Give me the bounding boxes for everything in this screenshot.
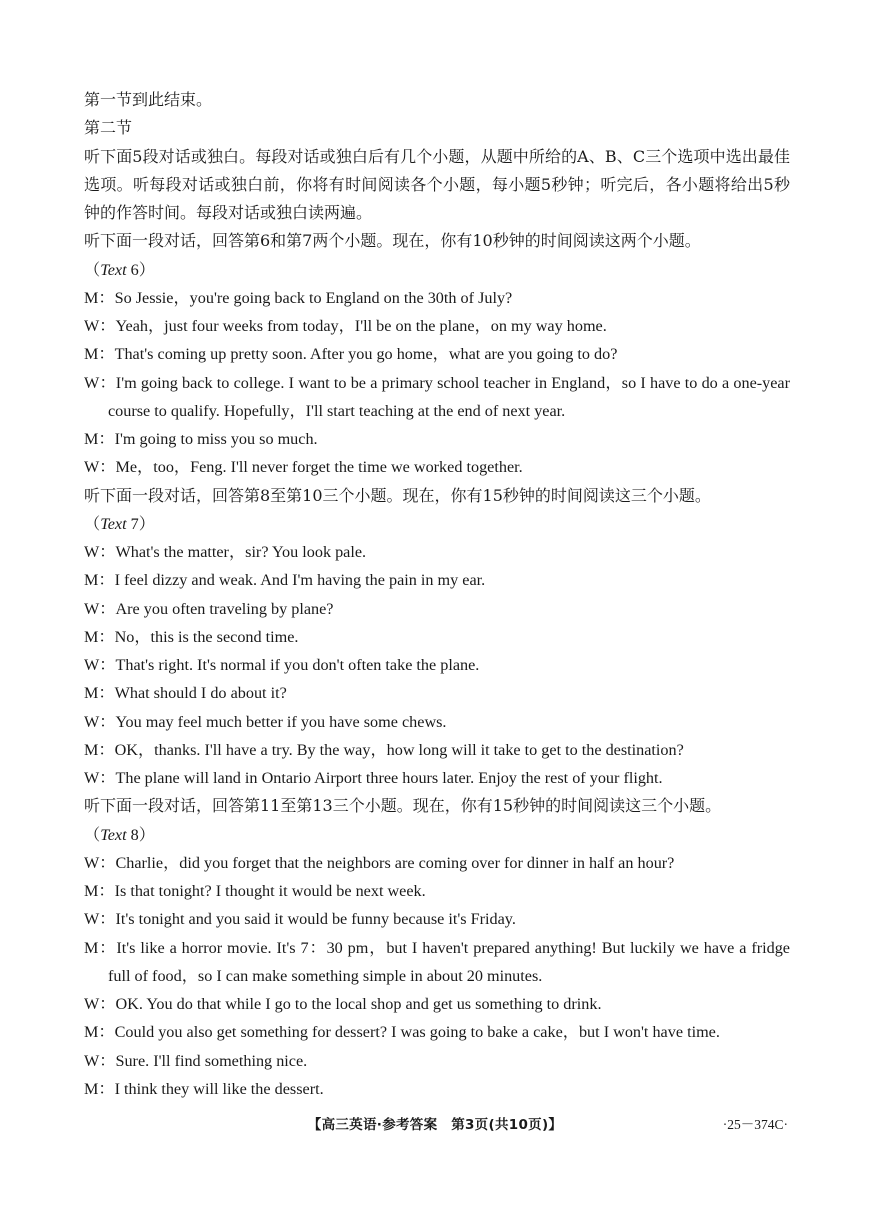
answer-key-page	[84, 86, 790, 1103]
dialogue-line: W：OK. You do that while I go to the local shop and get us something to drink.	[84, 995, 602, 1013]
dialogue-line: W：What's the matter，sir? You look pale.	[84, 543, 367, 561]
text6-label: （Text 6）	[84, 260, 155, 279]
text8-prompt: 听下面一段对话，回答第11至第13三个小题。现在，你有15秒钟的时间阅读这三个小题。	[84, 796, 722, 816]
dialogue-line: M：I'm going to miss you so much.	[84, 430, 318, 448]
footer-code: ·25－374C·	[722, 1117, 788, 1132]
dialogue-line: W：It's tonight and you said it would be funny because it's Friday.	[84, 910, 516, 929]
dialogue-line: M：OK，thanks. I'll have a try. By the way，how long will it take to get to the destination?	[84, 740, 684, 759]
section-two-instructions: 听下面5段对话或独白。每段对话或独白后有几个小题，从题中所给的A、B、C三个选项中选出最佳选项。听每段对话或独白前，你将有时间阅读各个小题，每小题5秒钟；听完后，各小题将给出5秒钟的作答时间。每段对话或独白读两遍。	[84, 146, 790, 222]
dialogue-line: M：What should I do about it?	[84, 684, 287, 703]
dialogue-line: W：Yeah，just four weeks from today，I'll be on the plane，on my way home.	[84, 317, 607, 335]
section-one-end: 第一节到此结束。	[84, 90, 213, 109]
dialogue-line: M：Could you also get something for dessert? I was going to bake a cake，but I won't have time.	[84, 1023, 720, 1042]
page-footer	[0, 1113, 870, 1135]
dialogue-line: M：I think they will like the dessert.	[84, 1079, 324, 1098]
footer-title: 【高三英语·参考答案 第3页(共10页)】	[307, 1117, 563, 1133]
text8-label: （Text 8）	[84, 825, 155, 844]
dialogue-line: M：Is that tonight? I thought it would be next week.	[84, 882, 426, 900]
dialogue-line: W：Charlie，did you forget that the neighbors are coming over for dinner in half an hour?	[84, 853, 675, 872]
dialogue-line: W：Are you often traveling by plane?	[84, 599, 334, 618]
dialogue-line: M：I feel dizzy and weak. And I'm having the pain in my ear.	[84, 571, 486, 590]
dialogue-line: M：So Jessie，you're going back to England on the 30th of July?	[84, 288, 513, 307]
dialogue-line: W：Me，too，Feng. I'll never forget the time we worked together.	[84, 458, 523, 477]
dialogue-line: W：The plane will land in Ontario Airport three hours later. Enjoy the rest of your flight.	[84, 769, 663, 787]
section-two-heading: 第二节	[84, 118, 133, 138]
text6-prompt: 听下面一段对话，回答第6和第7两个小题。现在，你有10秒钟的时间阅读这两个小题。	[84, 231, 701, 251]
dialogue-line: M：It's like a horror movie. It's 7：30 pm，but I haven't prepared anything! But luckily we have a fridge full of food，so I can make something simple in about 20 minutes.	[84, 938, 790, 985]
dialogue-line: W：I'm going back to college. I want to be a primary school teacher in England，so I have to do a one-year course to qualify. Hopefully，I'll start teaching at the end of next year.	[84, 373, 790, 420]
dialogue-line: W：Sure. I'll find something nice.	[84, 1051, 308, 1070]
dialogue-line: W：You may feel much better if you have some chews.	[84, 712, 447, 731]
dialogue-line: M：That's coming up pretty soon. After you go home，what are you going to do?	[84, 345, 618, 364]
text7-label: （Text 7）	[84, 514, 155, 533]
dialogue-line: M：No，this is the second time.	[84, 627, 299, 646]
text7-prompt: 听下面一段对话，回答第8至第10三个小题。现在，你有15秒钟的时间阅读这三个小题。	[84, 485, 711, 505]
dialogue-line: W：That's right. It's normal if you don't often take the plane.	[84, 656, 480, 674]
